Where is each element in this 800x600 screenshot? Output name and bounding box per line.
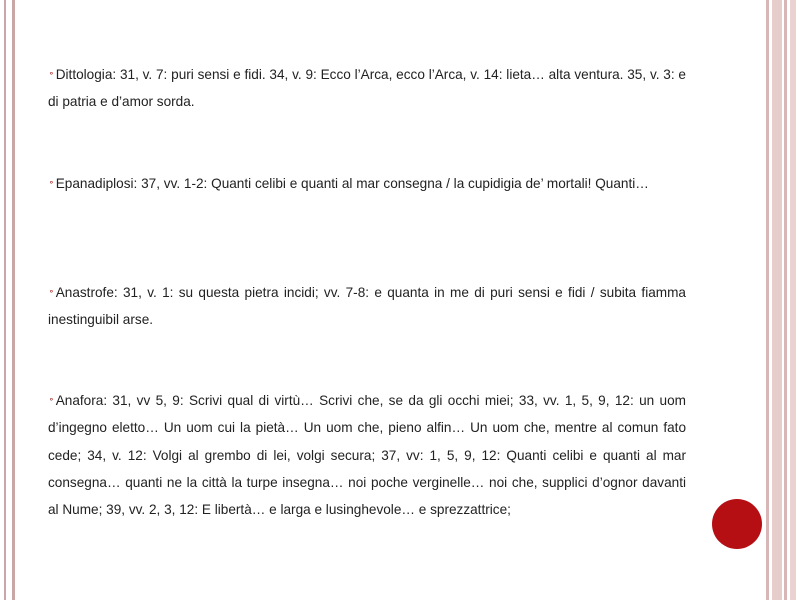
red-circle-decoration <box>712 499 762 549</box>
right-decorative-bar <box>790 0 796 600</box>
paragraph-anastrofe <box>48 278 686 334</box>
circle-bullet-icon: ⚬ <box>48 69 55 78</box>
paragraph-text: Anafora: 31, vv 5, 9: Scrivi qual di virtù… Scrivi che, se da gli occhi miei; 33, vv. 1, 5, 9, 12: un uom d’ingegno eletto… Un uom cui la pietà… Un uom che, pieno alfin… Un uom che, mentre al comun fato cede; 34, v. 12: Volgi al grembo di lei, volgi secura; 37, vv: 1, 5, 9, 12: Quanti celibi e quanti al mar consegna… quanti ne la città la turpe insegna… noi poche verginelle… noi che, supplici d’ognor davanti al Nume; 39, vv. 2, 3, 12: E libertà… e larga e lusinghevole… e sprezzattrice; <box>48 393 686 518</box>
paragraph-text: Dittologia: 31, v. 7: puri sensi e fidi. 34, v. 9: Ecco l’Arca, ecco l’Arca, v. 14: lieta… alta ventura. 35, v. 3: e di patria e d’amor sorda. <box>48 67 686 110</box>
circle-bullet-icon: ⚬ <box>48 395 55 404</box>
paragraph-text: Anastrofe: 31, v. 1: su questa pietra incidi; vv. 7-8: e quanta in me di puri sensi e fidi / subita fiamma inestinguibil arse. <box>48 285 686 328</box>
paragraph-text: Epanadiplosi: 37, vv. 1-2: Quanti celibi e quanti al mar consegna / la cupidigia de’ mortali! Quanti… <box>55 176 649 191</box>
left-border-line <box>4 0 6 600</box>
circle-bullet-icon: ⚬ <box>48 287 55 296</box>
right-decorative-bar <box>772 0 782 600</box>
paragraph-dittologia <box>48 60 686 116</box>
paragraph-epanadiplosi <box>48 169 686 197</box>
right-decorative-bar <box>766 0 769 600</box>
circle-bullet-icon: ⚬ <box>48 178 55 187</box>
paragraph-anafora <box>48 386 686 523</box>
right-decorative-bar <box>784 0 787 600</box>
left-border-line <box>12 0 15 600</box>
